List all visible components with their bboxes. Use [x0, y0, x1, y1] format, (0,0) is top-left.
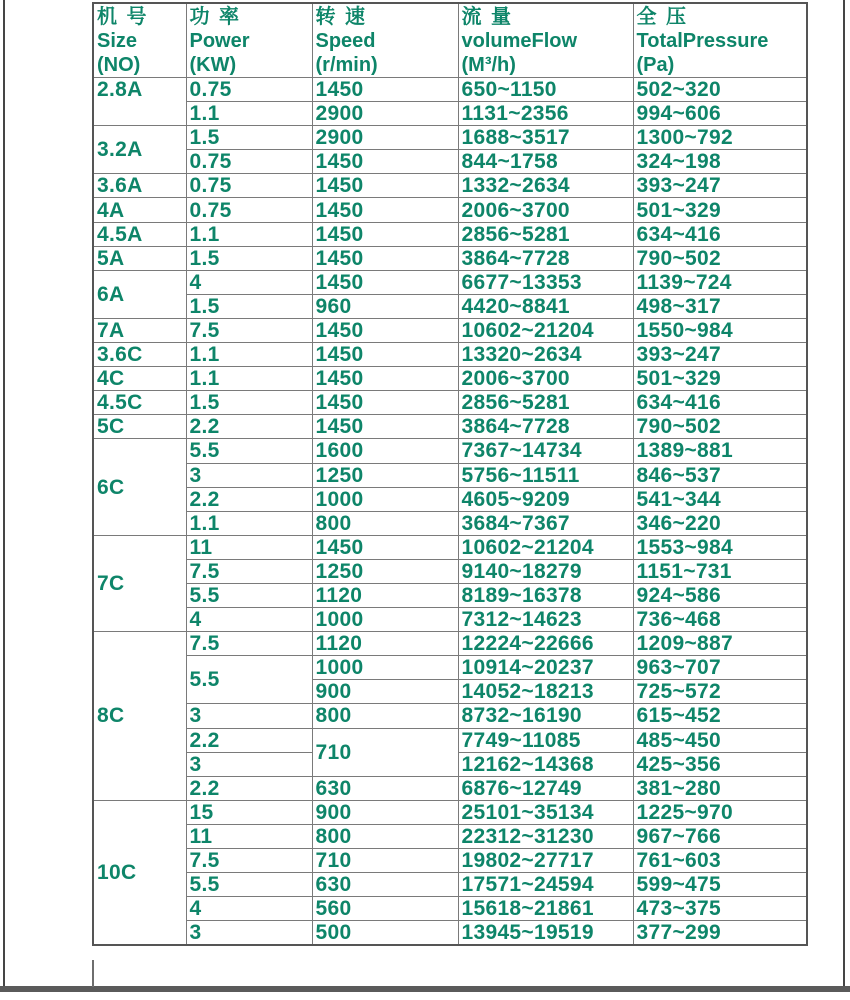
power-cell: 7.5 [186, 632, 312, 656]
pressure-cell: 425~356 [633, 752, 807, 776]
pressure-cell: 1225~970 [633, 800, 807, 824]
pressure-cell: 615~452 [633, 704, 807, 728]
table-row [93, 102, 807, 126]
pressure-cell: 1300~792 [633, 126, 807, 150]
power-cell: 0.75 [186, 150, 312, 174]
pressure-cell: 634~416 [633, 222, 807, 246]
pressure-cell: 1151~731 [633, 559, 807, 583]
table-row [93, 632, 807, 656]
power-cell: 3 [186, 752, 312, 776]
power-cell: 5.5 [186, 656, 312, 704]
size-cell: 8C [93, 632, 186, 801]
pressure-cell: 393~247 [633, 174, 807, 198]
header-text: (M³/h) [461, 54, 516, 76]
table-row [93, 656, 807, 680]
pressure-cell: 994~606 [633, 102, 807, 126]
power-cell: 11 [186, 535, 312, 559]
spec-table-header-row [93, 3, 807, 78]
flow-cell: 15618~21861 [458, 897, 633, 921]
table-row [93, 873, 807, 897]
table-row [93, 921, 807, 946]
flow-cell: 14052~18213 [458, 680, 633, 704]
pressure-cell: 790~502 [633, 415, 807, 439]
pressure-cell: 963~707 [633, 656, 807, 680]
power-cell: 1.5 [186, 126, 312, 150]
pressure-cell: 846~537 [633, 463, 807, 487]
power-cell: 15 [186, 800, 312, 824]
speed-cell: 2900 [312, 102, 458, 126]
speed-cell: 1450 [312, 78, 458, 102]
power-cell: 5.5 [186, 583, 312, 607]
power-cell: 1.1 [186, 343, 312, 367]
pressure-cell: 1553~984 [633, 535, 807, 559]
header-text: (Pa) [636, 54, 675, 76]
flow-cell: 7367~14734 [458, 439, 633, 463]
pressure-cell: 790~502 [633, 246, 807, 270]
flow-cell: 2006~3700 [458, 198, 633, 222]
table-row [93, 559, 807, 583]
speed-cell: 1450 [312, 535, 458, 559]
power-cell: 7.5 [186, 849, 312, 873]
table-row [93, 608, 807, 632]
pressure-cell: 736~468 [633, 608, 807, 632]
size-cell: 7C [93, 535, 186, 631]
power-cell: 2.2 [186, 487, 312, 511]
power-cell: 1.1 [186, 102, 312, 126]
pressure-cell: 473~375 [633, 897, 807, 921]
speed-cell: 560 [312, 897, 458, 921]
pressure-cell: 501~329 [633, 367, 807, 391]
pressure-cell: 967~766 [633, 824, 807, 848]
flow-cell: 6677~13353 [458, 270, 633, 294]
pressure-cell: 502~320 [633, 78, 807, 102]
speed-cell: 800 [312, 704, 458, 728]
flow-cell: 2856~5281 [458, 391, 633, 415]
header-text: TotalPressure [636, 30, 769, 52]
size-cell: 5C [93, 415, 186, 439]
power-cell: 1.5 [186, 391, 312, 415]
table-row [93, 126, 807, 150]
speed-cell: 1250 [312, 559, 458, 583]
power-cell: 7.5 [186, 318, 312, 342]
speed-cell: 710 [312, 728, 458, 776]
table-row [93, 439, 807, 463]
flow-cell: 10914~20237 [458, 656, 633, 680]
table-row [93, 150, 807, 174]
pressure-cell: 1209~887 [633, 632, 807, 656]
table-row [93, 535, 807, 559]
speed-cell: 1450 [312, 150, 458, 174]
power-cell: 3 [186, 921, 312, 946]
speed-cell: 1450 [312, 246, 458, 270]
flow-cell: 10602~21204 [458, 318, 633, 342]
header-text: Size [97, 30, 138, 52]
fan-spec-table-wrap [92, 2, 808, 946]
speed-cell: 1450 [312, 318, 458, 342]
speed-cell: 1450 [312, 415, 458, 439]
speed-cell: 900 [312, 800, 458, 824]
table-row [93, 294, 807, 318]
table-row [93, 78, 807, 102]
speed-cell: 800 [312, 824, 458, 848]
size-cell: 6C [93, 439, 186, 535]
flow-cell: 6876~12749 [458, 776, 633, 800]
flow-cell: 12162~14368 [458, 752, 633, 776]
pressure-cell: 377~299 [633, 921, 807, 946]
header-text: 机 号 [97, 6, 149, 28]
flow-cell: 25101~35134 [458, 800, 633, 824]
pressure-cell: 761~603 [633, 849, 807, 873]
speed-cell: 1000 [312, 487, 458, 511]
speed-cell: 1450 [312, 222, 458, 246]
speed-cell: 630 [312, 776, 458, 800]
size-cell: 4.5A [93, 222, 186, 246]
table-row [93, 824, 807, 848]
pressure-cell: 924~586 [633, 583, 807, 607]
speed-cell: 2900 [312, 126, 458, 150]
power-cell: 1.5 [186, 246, 312, 270]
power-cell: 4 [186, 270, 312, 294]
speed-cell: 1450 [312, 270, 458, 294]
speed-cell: 1450 [312, 174, 458, 198]
spec-table-body [93, 78, 807, 946]
power-cell: 5.5 [186, 439, 312, 463]
power-cell: 2.2 [186, 415, 312, 439]
header-text: (r/min) [315, 54, 378, 76]
flow-cell: 8189~16378 [458, 583, 633, 607]
page-left-border [3, 0, 5, 988]
table-row [93, 391, 807, 415]
header-text: 流 量 [461, 6, 514, 28]
flow-cell: 9140~18279 [458, 559, 633, 583]
size-cell: 4A [93, 198, 186, 222]
flow-cell: 13945~19519 [458, 921, 633, 946]
table-row [93, 343, 807, 367]
speed-cell: 1120 [312, 583, 458, 607]
table-row [93, 415, 807, 439]
size-cell: 2.8A [93, 78, 186, 126]
speed-cell: 1600 [312, 439, 458, 463]
pressure-cell: 1550~984 [633, 318, 807, 342]
pressure-cell: 541~344 [633, 487, 807, 511]
header-text: Speed [315, 30, 376, 52]
flow-cell: 3684~7367 [458, 511, 633, 535]
pressure-cell: 599~475 [633, 873, 807, 897]
size-cell: 3.6A [93, 174, 186, 198]
speed-cell: 710 [312, 849, 458, 873]
power-cell: 2.2 [186, 776, 312, 800]
flow-cell: 5756~11511 [458, 463, 633, 487]
pressure-cell: 634~416 [633, 391, 807, 415]
table-row [93, 897, 807, 921]
size-cell: 10C [93, 800, 186, 945]
flow-cell: 7312~14623 [458, 608, 633, 632]
pressure-cell: 381~280 [633, 776, 807, 800]
speed-cell: 1000 [312, 608, 458, 632]
flow-cell: 22312~31230 [458, 824, 633, 848]
speed-cell: 500 [312, 921, 458, 946]
flow-cell: 8732~16190 [458, 704, 633, 728]
header-cell-size [93, 3, 186, 78]
table-row [93, 246, 807, 270]
size-cell: 6A [93, 270, 186, 318]
power-cell: 11 [186, 824, 312, 848]
speed-cell: 960 [312, 294, 458, 318]
power-cell: 1.1 [186, 222, 312, 246]
flow-cell: 4605~9209 [458, 487, 633, 511]
pressure-cell: 485~450 [633, 728, 807, 752]
power-cell: 5.5 [186, 873, 312, 897]
power-cell: 1.1 [186, 367, 312, 391]
table-row [93, 728, 807, 752]
pressure-cell: 393~247 [633, 343, 807, 367]
flow-cell: 17571~24594 [458, 873, 633, 897]
speed-cell: 1450 [312, 391, 458, 415]
table-row [93, 367, 807, 391]
header-text: volumeFlow [461, 30, 578, 52]
header-text: Power [189, 30, 250, 52]
table-row [93, 198, 807, 222]
flow-cell: 19802~27717 [458, 849, 633, 873]
fan-spec-table [92, 2, 808, 946]
table-row [93, 583, 807, 607]
power-cell: 4 [186, 608, 312, 632]
power-cell: 3 [186, 704, 312, 728]
table-row [93, 849, 807, 873]
header-text: (KW) [189, 54, 237, 76]
table-row [93, 174, 807, 198]
flow-cell: 650~1150 [458, 78, 633, 102]
size-cell: 4C [93, 367, 186, 391]
power-cell: 2.2 [186, 728, 312, 752]
speed-cell: 1450 [312, 198, 458, 222]
flow-cell: 844~1758 [458, 150, 633, 174]
page-right-border [843, 0, 845, 988]
table-row [93, 222, 807, 246]
speed-cell: 1120 [312, 632, 458, 656]
header-cell-volumeflow [458, 3, 633, 78]
pressure-cell: 1389~881 [633, 439, 807, 463]
flow-cell: 3864~7728 [458, 246, 633, 270]
flow-cell: 10602~21204 [458, 535, 633, 559]
header-text: 转 速 [315, 6, 368, 28]
power-cell: 0.75 [186, 198, 312, 222]
table-row [93, 800, 807, 824]
speed-cell: 800 [312, 511, 458, 535]
flow-cell: 4420~8841 [458, 294, 633, 318]
size-cell: 5A [93, 246, 186, 270]
pressure-cell: 346~220 [633, 511, 807, 535]
size-cell: 3.2A [93, 126, 186, 174]
flow-cell: 13320~2634 [458, 343, 633, 367]
power-cell: 0.75 [186, 174, 312, 198]
speed-cell: 1450 [312, 343, 458, 367]
flow-cell: 2856~5281 [458, 222, 633, 246]
header-text: 功 率 [189, 6, 242, 28]
pressure-cell: 324~198 [633, 150, 807, 174]
table-row [93, 776, 807, 800]
size-cell: 4.5C [93, 391, 186, 415]
power-cell: 0.75 [186, 78, 312, 102]
header-cell-speed [312, 3, 458, 78]
header-text: (NO) [97, 54, 141, 76]
power-cell: 3 [186, 463, 312, 487]
speed-cell: 630 [312, 873, 458, 897]
table-row [93, 487, 807, 511]
flow-cell: 3864~7728 [458, 415, 633, 439]
size-cell: 7A [93, 318, 186, 342]
table-row [93, 704, 807, 728]
pressure-cell: 501~329 [633, 198, 807, 222]
pressure-cell: 1139~724 [633, 270, 807, 294]
power-cell: 1.5 [186, 294, 312, 318]
speed-cell: 1450 [312, 367, 458, 391]
power-cell: 7.5 [186, 559, 312, 583]
speed-cell: 1250 [312, 463, 458, 487]
table-row [93, 463, 807, 487]
table-row [93, 270, 807, 294]
flow-cell: 1688~3517 [458, 126, 633, 150]
flow-cell: 2006~3700 [458, 367, 633, 391]
power-cell: 1.1 [186, 511, 312, 535]
page-bottom-border [0, 986, 850, 992]
pressure-cell: 725~572 [633, 680, 807, 704]
pressure-cell: 498~317 [633, 294, 807, 318]
flow-cell: 12224~22666 [458, 632, 633, 656]
power-cell: 4 [186, 897, 312, 921]
table-foot-border [92, 960, 94, 987]
header-cell-totalpressure [633, 3, 807, 78]
table-row [93, 318, 807, 342]
speed-cell: 900 [312, 680, 458, 704]
speed-cell: 1000 [312, 656, 458, 680]
flow-cell: 1332~2634 [458, 174, 633, 198]
table-row [93, 511, 807, 535]
flow-cell: 1131~2356 [458, 102, 633, 126]
header-text: 全 压 [636, 6, 689, 28]
flow-cell: 7749~11085 [458, 728, 633, 752]
header-cell-power [186, 3, 312, 78]
size-cell: 3.6C [93, 343, 186, 367]
